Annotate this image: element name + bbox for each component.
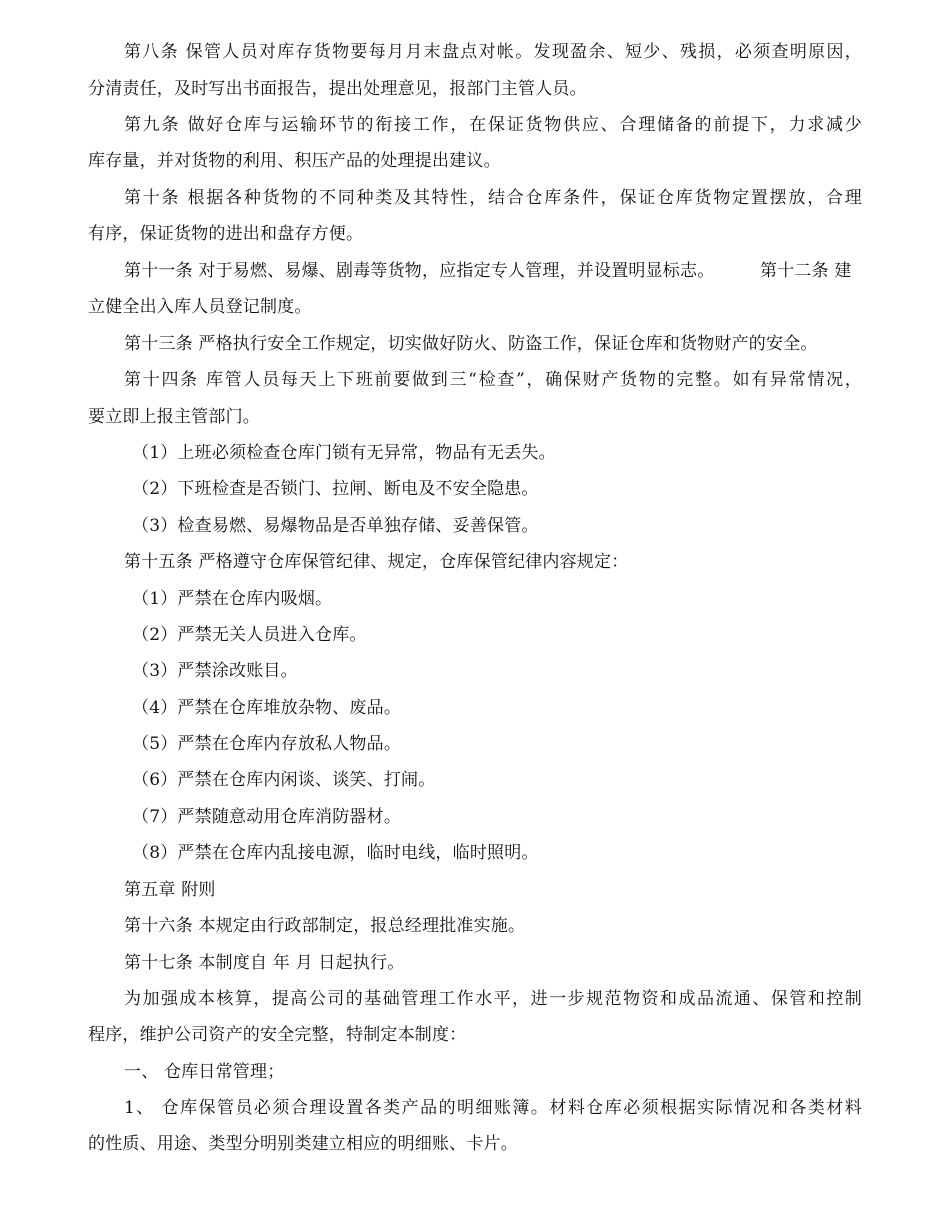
list-item: （5）严禁在仓库内存放私人物品。	[132, 734, 402, 754]
list-item: （1）上班必须检查仓库门锁有无异常，物品有无丢失。	[132, 443, 556, 463]
list-item: （2）下班检查是否锁门、拉闸、断电及不安全隐患。	[132, 479, 539, 499]
text-line: 1、 仓库保管员必须合理设置各类产品的明细账簿。材料仓库必须根据实际情况和各类材料	[124, 1098, 862, 1118]
list-item: （7）严禁随意动用仓库消防器材。	[132, 807, 402, 827]
list-item: （8）严禁在仓库内乱接电源，临时电线，临时照明。	[132, 843, 539, 863]
text-line: 第十一条 对于易燃、易爆、剧毒等货物，应指定专人管理，并设置明显标志。	[124, 261, 715, 281]
text-line: 第十七条 本制度自 年 月 日起执行。	[124, 953, 405, 973]
text-line: 第十四条 库管人员每天上下班前要做到三“检查”，确保财产货物的完整。如有异常情况，	[124, 370, 862, 390]
text-line: 第九条 做好仓库与运输环节的衔接工作，在保证货物供应、合理储备的前提下，力求减少	[124, 115, 862, 135]
text-line: 要立即上报主管部门。	[88, 407, 260, 427]
chapter-heading: 第五章 附则	[124, 880, 216, 900]
text-line: 为加强成本核算，提高公司的基础管理工作水平，进一步规范物资和成品流通、保管和控制	[124, 989, 862, 1009]
text-line: 的性质、用途、类型分明别类建立相应的明细账、卡片。	[88, 1134, 518, 1154]
text-line: 分清责任，及时写出书面报告，提出处理意见，报部门主管人员。	[88, 79, 587, 99]
text-line: 有序，保证货物的进出和盘存方便。	[88, 224, 364, 244]
text-line: 第十三条 严格执行安全工作规定，切实做好防火、防盗工作，保证仓库和货物财产的安全。	[124, 334, 818, 354]
text-line: 库存量，并对货物的利用、积压产品的处理提出建议。	[88, 151, 501, 171]
text-line: 第十条 根据各种货物的不同种类及其特性，结合仓库条件，保证仓库货物定置摆放，合理	[124, 188, 862, 208]
text-line: 第十五条 严格遵守仓库保管纪律、规定，仓库保管纪律内容规定：	[124, 552, 629, 572]
text-line: 第八条 保管人员对库存货物要每月月末盘点对帐。发现盈余、短少、残损，必须查明原因，	[124, 42, 862, 62]
text-line: 立健全出入库人员登记制度。	[88, 297, 312, 317]
text-line: 第十二条 建	[760, 261, 852, 281]
list-item: （6）严禁在仓库内闲谈、谈笑、打闹。	[132, 770, 436, 790]
list-item: （3）严禁涂改账目。	[132, 661, 298, 681]
list-item: （1）严禁在仓库内吸烟。	[132, 589, 333, 609]
list-item: （3）检查易燃、易爆物品是否单独存储、妥善保管。	[132, 516, 539, 536]
text-line: 第十六条 本规定由行政部制定，报总经理批准实施。	[124, 916, 526, 936]
text-line: 程序，维护公司资产的安全完整，特制定本制度：	[88, 1025, 467, 1045]
list-item: （2）严禁无关人员进入仓库。	[132, 625, 367, 645]
list-item: （4）严禁在仓库堆放杂物、废品。	[132, 698, 402, 718]
section-heading: 一、 仓库日常管理；	[124, 1062, 285, 1082]
